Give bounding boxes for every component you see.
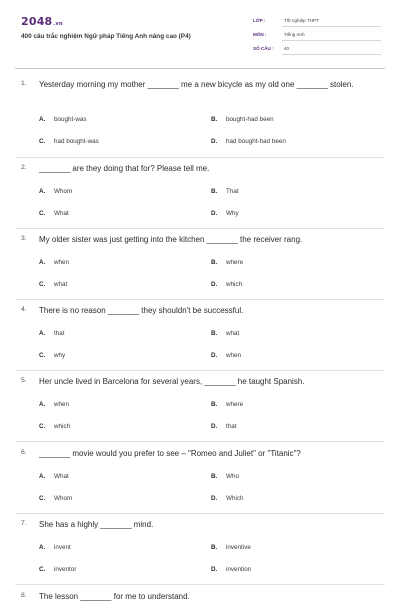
option-a[interactable]: [39, 188, 72, 195]
document-title: 400 câu trắc nghiệm Ngữ pháp Tiếng Anh nâng cao (P4): [21, 33, 191, 40]
option-text: bought-was: [54, 116, 87, 123]
option-letter: C.: [39, 138, 46, 145]
option-c[interactable]: [39, 281, 67, 288]
question-text: Yesterday morning my mother _______ me a new bicycle as my old one _______ stolen.: [39, 80, 354, 89]
question-number: 6.: [21, 449, 27, 456]
option-letter: D.: [211, 566, 218, 573]
option-text: which: [226, 281, 243, 288]
option-letter: C.: [39, 566, 46, 573]
option-b[interactable]: [211, 473, 239, 480]
option-text: why: [54, 352, 66, 359]
meta-value: Tốt nghiệp THPT: [284, 18, 319, 23]
option-b[interactable]: [211, 259, 243, 266]
option-text: had bought-was: [54, 138, 99, 145]
question-separator: [15, 513, 385, 514]
option-letter: A.: [39, 401, 46, 408]
question-number: 3.: [21, 235, 27, 242]
option-letter: A.: [39, 259, 46, 266]
option-letter: C.: [39, 423, 46, 430]
option-letter: C.: [39, 281, 46, 288]
option-c[interactable]: [39, 210, 69, 217]
option-text: when: [54, 401, 70, 408]
option-letter: A.: [39, 116, 46, 123]
option-a[interactable]: [39, 259, 69, 266]
option-text: invent: [54, 544, 71, 551]
option-letter: C.: [39, 352, 46, 359]
option-letter: D.: [211, 281, 218, 288]
question-text: _______ are they doing that for? Please tell me.: [39, 164, 210, 173]
option-text: inventor: [54, 566, 77, 573]
meta-value: 40: [284, 46, 290, 51]
option-d[interactable]: [211, 495, 244, 502]
option-b[interactable]: [211, 188, 239, 195]
meta-underline: [282, 54, 381, 55]
question-separator: [15, 584, 385, 585]
option-letter: B.: [211, 473, 218, 480]
option-text: where: [226, 259, 244, 266]
option-letter: A.: [39, 473, 46, 480]
option-text: invention: [226, 566, 252, 573]
question-separator: [15, 441, 385, 442]
option-text: what: [226, 330, 240, 337]
option-text: bought-had been: [226, 116, 274, 123]
option-letter: D.: [211, 423, 218, 430]
option-text: what: [54, 281, 68, 288]
option-text: where: [226, 401, 244, 408]
option-a[interactable]: [39, 116, 87, 123]
option-text: had bought-had been: [226, 138, 286, 145]
question-separator: [15, 299, 385, 300]
option-text: Whom: [54, 495, 73, 502]
option-letter: B.: [211, 401, 218, 408]
option-text: when: [54, 259, 70, 266]
option-c[interactable]: [39, 495, 72, 502]
meta-label: MÔN :: [253, 32, 267, 37]
question-text: Her uncle lived in Barcelona for several years, _______ he taught Spanish.: [39, 377, 305, 386]
meta-label: LỚP :: [253, 18, 266, 23]
option-text: Who: [226, 473, 239, 480]
option-a[interactable]: [39, 544, 71, 551]
option-letter: B.: [211, 259, 218, 266]
option-b[interactable]: [211, 544, 251, 551]
question-number: 1.: [21, 80, 27, 87]
question-number: 4.: [21, 306, 27, 313]
option-text: inventive: [226, 544, 251, 551]
question-text: She has a highly _______ mind.: [39, 520, 154, 529]
question-text: _______ movie would you prefer to see – "Romeo and Juliet" or "Titanic"?: [39, 449, 301, 458]
option-letter: B.: [211, 188, 218, 195]
question-number: 5.: [21, 377, 27, 384]
option-letter: A.: [39, 188, 46, 195]
question-separator: [15, 370, 385, 371]
option-b[interactable]: [211, 401, 243, 408]
question-number: 2.: [21, 164, 27, 171]
option-letter: D.: [211, 210, 218, 217]
question-number: 7.: [21, 520, 27, 527]
question-number: 8.: [21, 592, 27, 599]
header-divider: [15, 68, 385, 69]
document-header: [0, 0, 400, 62]
option-text: that: [226, 423, 237, 430]
option-b[interactable]: [211, 330, 239, 337]
option-d[interactable]: [211, 352, 241, 359]
option-letter: D.: [211, 352, 218, 359]
meta-underline: [282, 26, 381, 27]
option-letter: B.: [211, 544, 218, 551]
option-c[interactable]: [39, 566, 76, 573]
meta-label: SỐ CÂU :: [253, 46, 274, 51]
meta-value: Tiếng Anh: [284, 32, 305, 37]
meta-subject: [253, 29, 381, 41]
logo-text: 2048: [21, 15, 53, 28]
meta-question-count: [253, 43, 381, 55]
option-text: Why: [226, 210, 239, 217]
option-letter: B.: [211, 330, 218, 337]
option-d[interactable]: [211, 210, 239, 217]
option-b[interactable]: [211, 116, 274, 123]
option-text: when: [226, 352, 242, 359]
option-c[interactable]: [39, 352, 65, 359]
option-letter: C.: [39, 495, 46, 502]
option-text: What: [54, 210, 69, 217]
option-text: Whom: [54, 188, 73, 195]
question-separator: [15, 228, 385, 229]
question-separator: [15, 157, 385, 158]
option-d[interactable]: [211, 566, 251, 573]
option-a[interactable]: [39, 330, 65, 337]
option-letter: D.: [211, 138, 218, 145]
option-letter: D.: [211, 495, 218, 502]
option-text: Which: [226, 495, 244, 502]
option-letter: A.: [39, 544, 46, 551]
question-text: There is no reason _______ they shouldn't be successful.: [39, 306, 244, 315]
option-text: That: [226, 188, 239, 195]
option-c[interactable]: [39, 423, 70, 430]
option-d[interactable]: [211, 138, 286, 145]
option-text: What: [54, 473, 69, 480]
question-text: My older sister was just getting into the kitchen _______ the receiver rang.: [39, 235, 303, 244]
option-d[interactable]: [211, 423, 237, 430]
meta-underline: [282, 40, 381, 41]
option-letter: C.: [39, 210, 46, 217]
option-c[interactable]: [39, 138, 99, 145]
question-text: The lesson _______ for me to understand.: [39, 592, 190, 601]
meta-class: [253, 15, 381, 27]
option-text: which: [54, 423, 71, 430]
option-text: that: [54, 330, 65, 337]
logo-suffix: .vn: [53, 21, 63, 27]
option-a[interactable]: [39, 473, 69, 480]
option-a[interactable]: [39, 401, 69, 408]
option-letter: A.: [39, 330, 46, 337]
site-logo[interactable]: [21, 15, 63, 28]
option-d[interactable]: [211, 281, 242, 288]
option-letter: B.: [211, 116, 218, 123]
